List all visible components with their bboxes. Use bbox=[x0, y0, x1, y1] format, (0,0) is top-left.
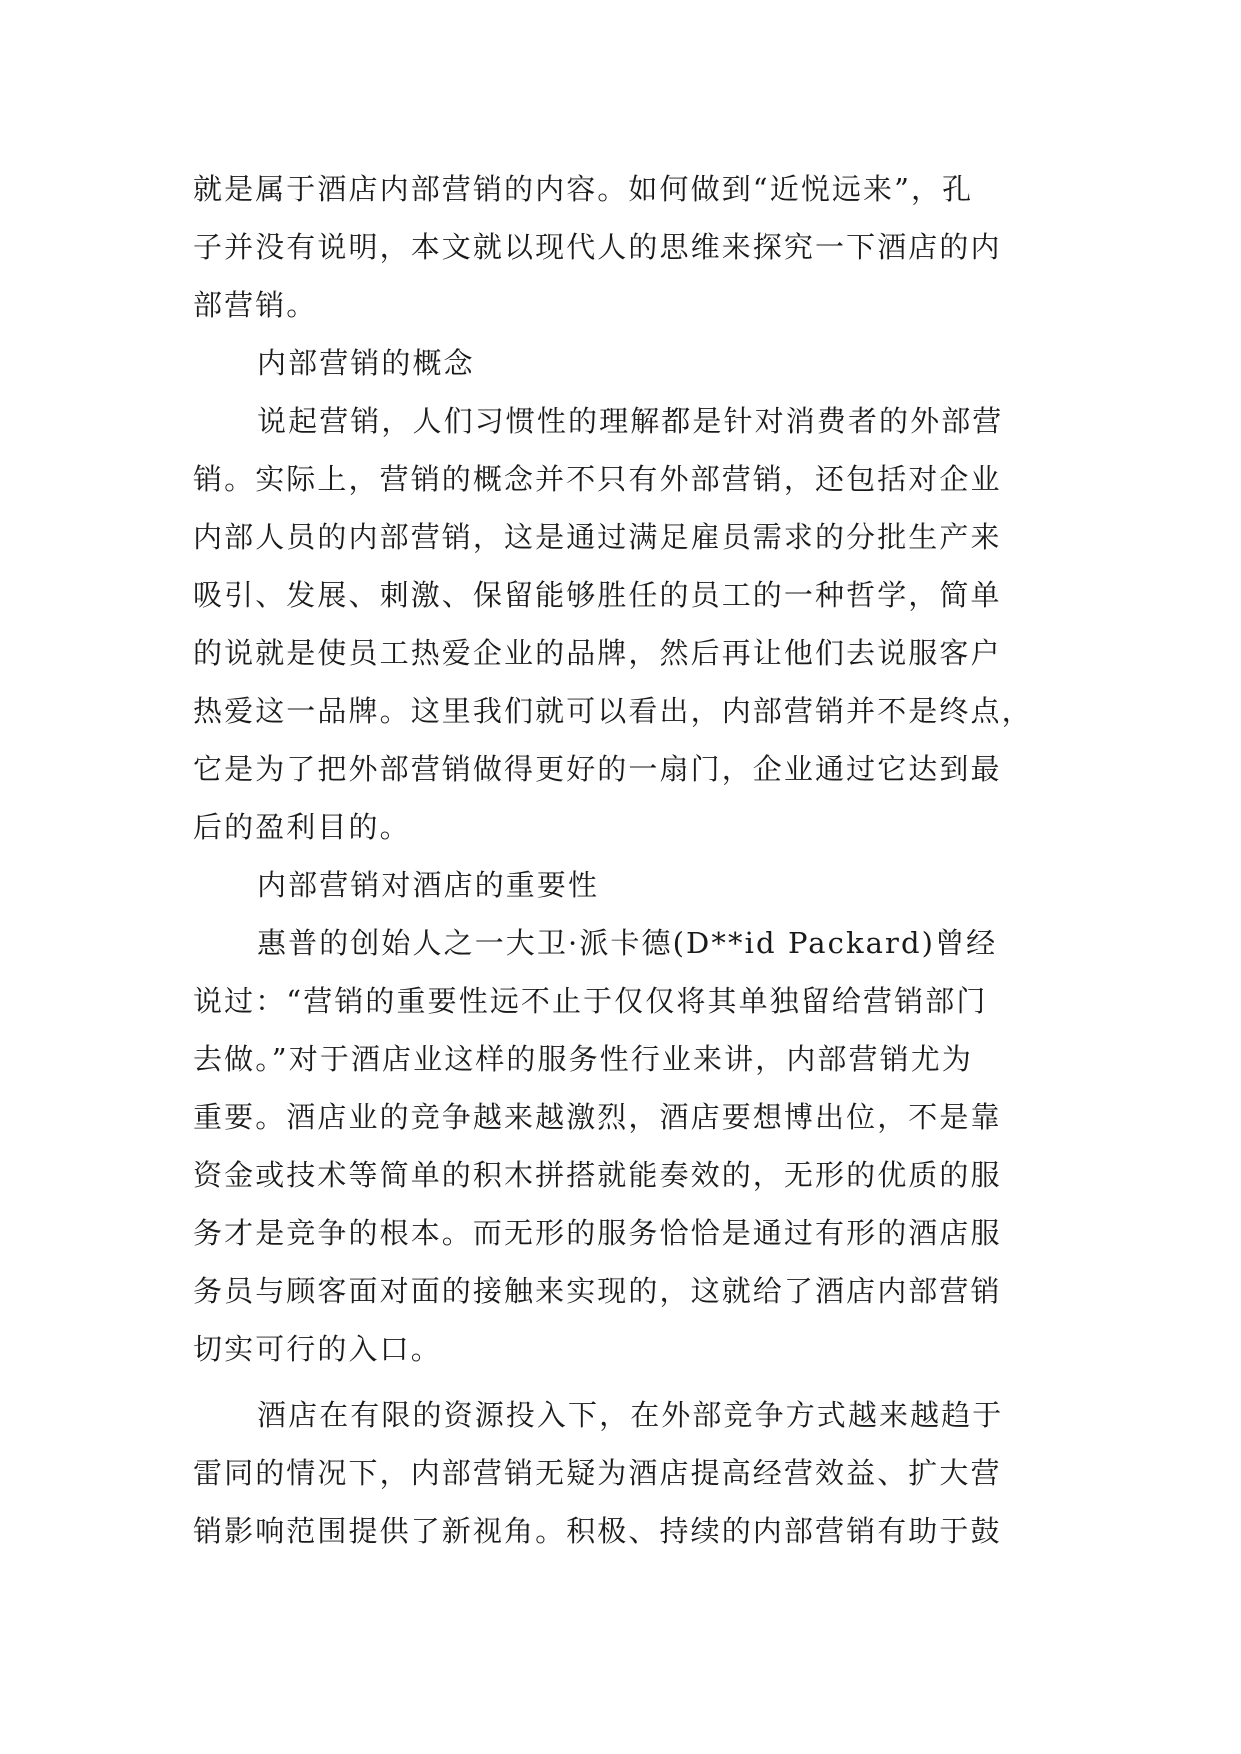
paragraph-line: 资金或技术等简单的积木拼搭就能奏效的，无形的优质的服 bbox=[193, 1158, 1002, 1192]
paragraph-line: 销。实际上，营销的概念并不只有外部营销，还包括对企业 bbox=[193, 462, 1002, 496]
paragraph-line: 雷同的情况下，内部营销无疑为酒店提高经营效益、扩大营 bbox=[193, 1456, 1002, 1490]
paragraph-line: 销影响范围提供了新视角。积极、持续的内部营销有助于鼓 bbox=[193, 1514, 1002, 1548]
paragraph-line: 务员与顾客面对面的接触来实现的，这就给了酒店内部营销 bbox=[193, 1274, 1002, 1308]
paragraph-line: 吸引、发展、刺激、保留能够胜任的员工的一种哲学，简单 bbox=[193, 578, 1002, 612]
paragraph-line: 的说就是使员工热爱企业的品牌，然后再让他们去说服客户 bbox=[193, 636, 1002, 670]
paragraph-line: 子并没有说明，本文就以现代人的思维来探究一下酒店的内 bbox=[193, 230, 1002, 264]
paragraph-line: 内部人员的内部营销，这是通过满足雇员需求的分批生产来 bbox=[193, 520, 1002, 554]
paragraph-line: 酒店在有限的资源投入下，在外部竞争方式越来越趋于 bbox=[257, 1398, 1004, 1432]
paragraph-line: 去做。”对于酒店业这样的服务性行业来讲，内部营销尤为 bbox=[193, 1042, 973, 1076]
paragraph-line: 重要。酒店业的竞争越来越激烈，酒店要想博出位，不是靠 bbox=[193, 1100, 1002, 1134]
paragraph-line: 切实可行的入口。 bbox=[193, 1332, 442, 1366]
paragraph-line: 说过：“营销的重要性远不止于仅仅将其单独留给营销部门 bbox=[193, 984, 988, 1018]
paragraph-line: 它是为了把外部营销做得更好的一扇门，企业通过它达到最 bbox=[193, 752, 1002, 786]
section-heading: 内部营销对酒店的重要性 bbox=[257, 868, 600, 902]
paragraph-line: 就是属于酒店内部营销的内容。如何做到“近悦远来”，孔 bbox=[193, 172, 974, 206]
paragraph-line: 部营销。 bbox=[193, 288, 318, 322]
document-page bbox=[193, 160, 1053, 1560]
paragraph-line: 务才是竞争的根本。而无形的服务恰恰是通过有形的酒店服 bbox=[193, 1216, 1002, 1250]
paragraph-line: 热爱这一品牌。这里我们就可以看出，内部营销并不是终点， bbox=[193, 694, 1033, 728]
paragraph-line: 后的盈利目的。 bbox=[193, 810, 411, 844]
section-heading: 内部营销的概念 bbox=[257, 346, 475, 380]
paragraph-line: 惠普的创始人之一大卫·派卡德(D**id Packard)曾经 bbox=[257, 926, 998, 960]
paragraph-line: 说起营销，人们习惯性的理解都是针对消费者的外部营 bbox=[257, 404, 1004, 438]
